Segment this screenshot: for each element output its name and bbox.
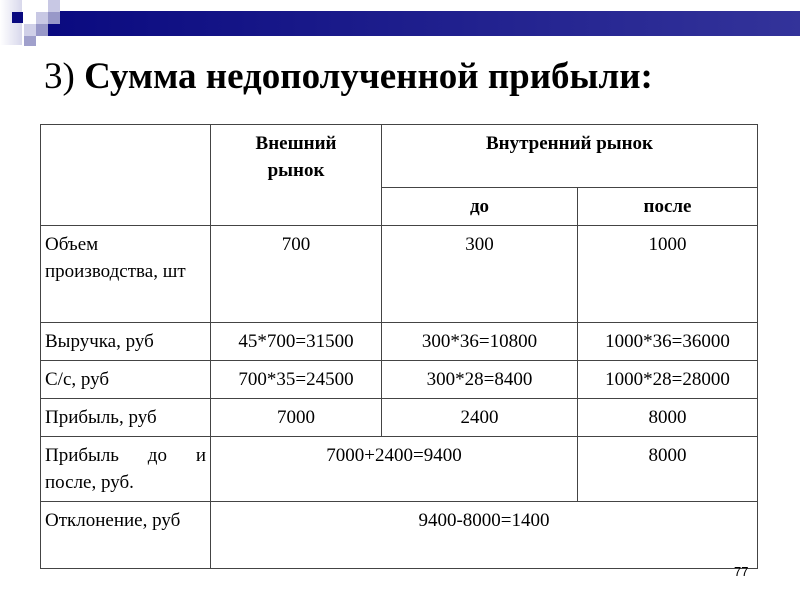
table-row [41,502,758,569]
decor-square [12,12,23,23]
slide-title: 3) Сумма недополученной прибыли: [44,56,653,97]
page-number: 77 [734,564,749,579]
header-internal: Внутренний рынок [382,125,758,188]
row-label: Прибыль до и после, руб. [41,437,211,502]
row-label: С/с, руб [41,361,211,399]
cell-external: 7000 [211,399,382,437]
header-before: до [382,188,578,226]
cell-after: 1000*36=36000 [578,323,758,361]
profit-table [40,124,758,569]
cell-after: 1000 [578,226,758,323]
row-label: Отклонение, руб [41,502,211,569]
row-label: Прибыль, руб [41,399,211,437]
cell-external: 45*700=31500 [211,323,382,361]
header-external: Внешний рынок [211,125,382,226]
decor-square [36,12,48,24]
table-row [41,226,758,323]
cell-after: 1000*28=28000 [578,361,758,399]
decor-square [24,24,36,36]
cell-after: 8000 [578,399,758,437]
cell-before: 300*28=8400 [382,361,578,399]
cell-before: 2400 [382,399,578,437]
cell-external: 700 [211,226,382,323]
row-label: Объем производства, шт [41,226,211,323]
table-row [41,323,758,361]
empty-header-cell [41,125,211,226]
row-label: Выручка, руб [41,323,211,361]
table-row [41,399,758,437]
header-bar [48,11,800,36]
cell-before: 300 [382,226,578,323]
cell-after: 8000 [578,437,758,502]
decor-square [36,24,48,36]
decor-square [48,0,60,12]
cell-external: 700*35=24500 [211,361,382,399]
cell-merged: 9400-8000=1400 [211,502,758,569]
table-row [41,361,758,399]
table-row [41,437,758,502]
cell-before: 300*36=10800 [382,323,578,361]
decor-square [24,36,36,46]
cell-merged: 7000+2400=9400 [211,437,578,502]
decor-square [48,12,60,24]
header-after: после [578,188,758,226]
